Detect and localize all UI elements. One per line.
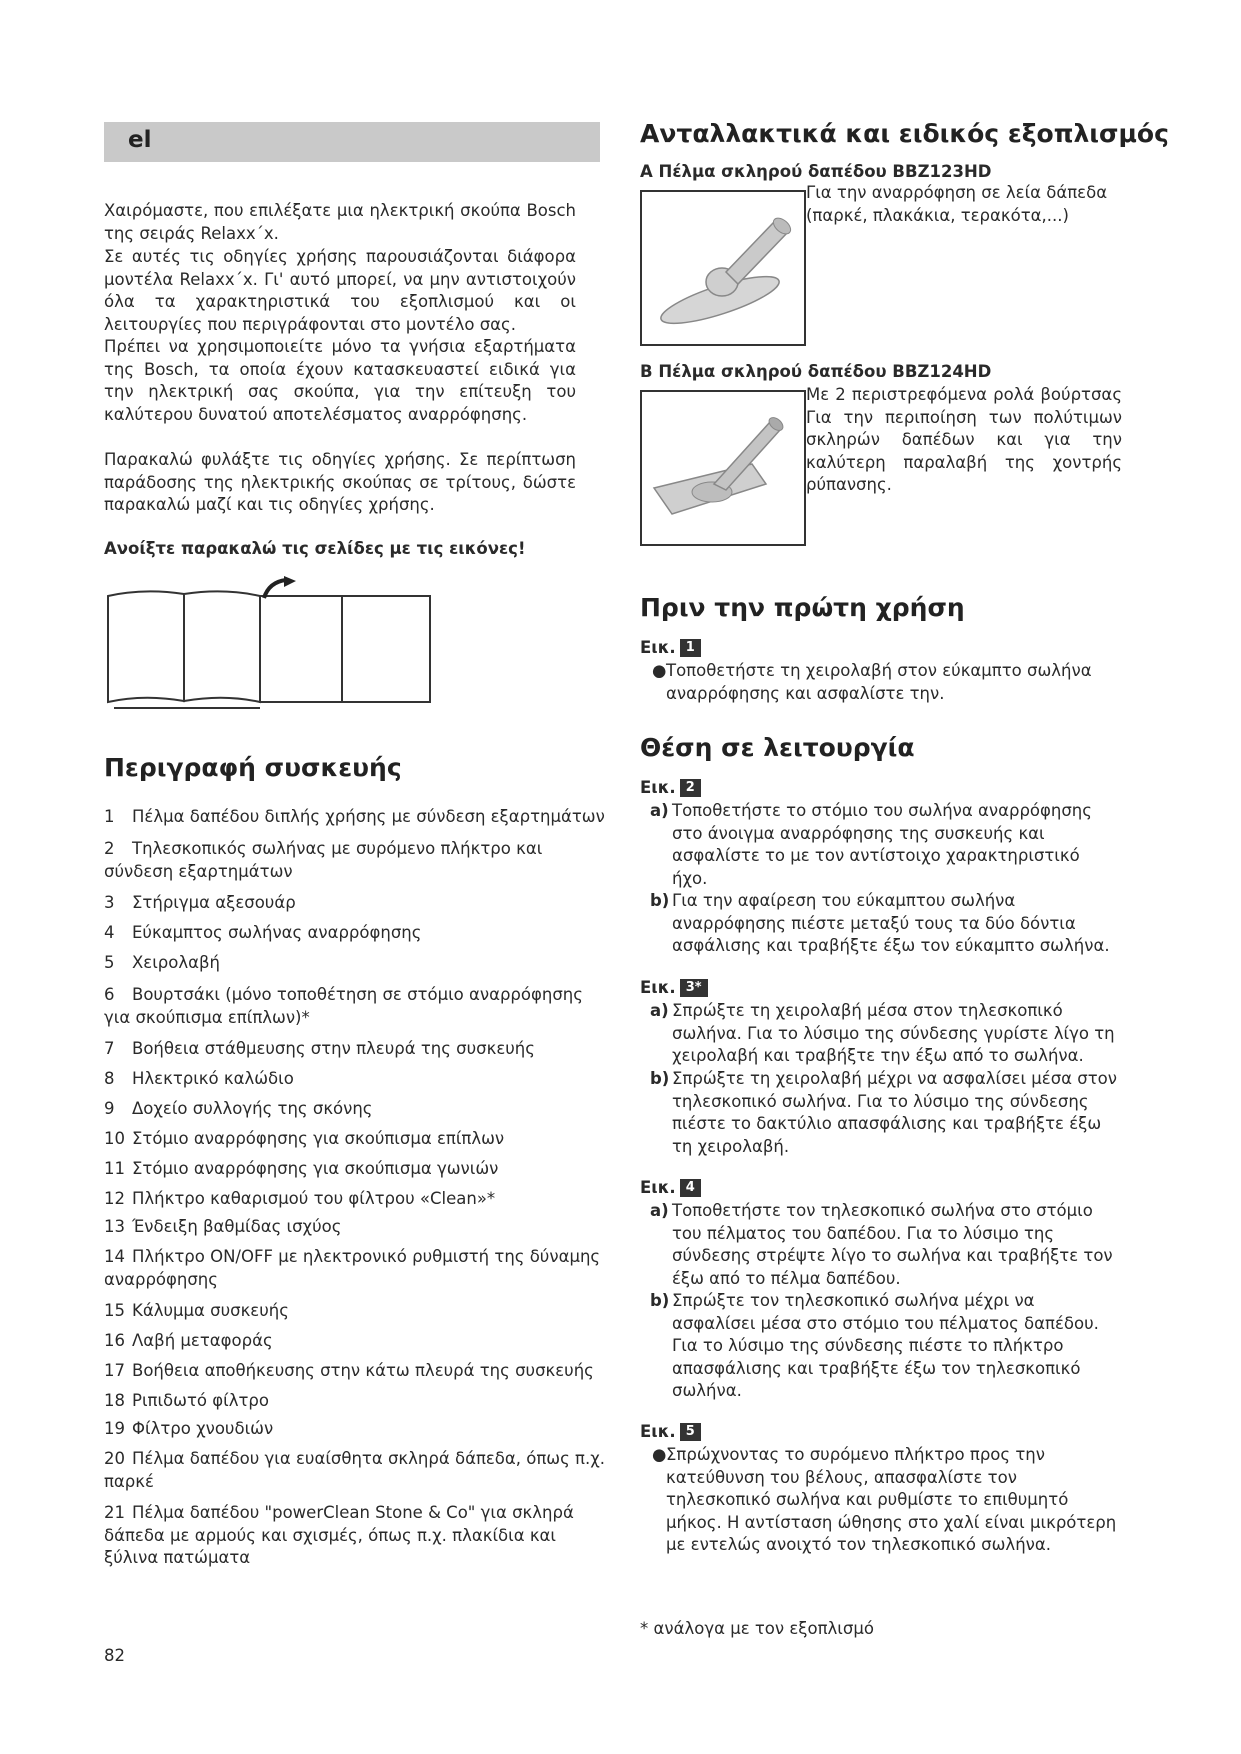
language-bar (104, 122, 600, 162)
item-text: Βοήθεια στάθμευσης στην πλευρά της συσκευής (132, 1039, 535, 1058)
item-text: Εύκαμπτος σωλήνας αναρρόφησης (132, 923, 422, 942)
fig-3-badge: 3* (680, 979, 708, 997)
item-text: Στόμιο αναρρόφησης για σκούπισμα επίπλων (132, 1129, 505, 1148)
item-number: 20 (104, 1449, 125, 1468)
intro-paragraph-3: Πρέπει να χρησιμοποιείτε μόνο τα γνήσια εξαρτήματα της Bosch, τα οποία έχουν κατασκευαστεί ειδικά για την ηλεκτρική σας σκούπα, για την επίτευξη του καλύτερου δυνατού αποτελέσματος αναρρόφησης. (104, 337, 576, 424)
description-item-11 (104, 1158, 614, 1181)
operation-title: Θέση σε λειτουργία (640, 733, 915, 762)
fig-3-step-a (650, 1000, 1120, 1068)
spare-b-text: Με 2 περιστρεφόμενα ρολά βούρτσας Για την περιποίηση των πολύτιμων σκληρών δαπέδων και για την καλύτερη παραλαβή της χοντρής ρύπανσης. (806, 385, 1122, 494)
item-number: 18 (104, 1391, 125, 1410)
fig-2-step-b (650, 890, 1120, 958)
description-item-13 (104, 1216, 614, 1239)
item-number: 3 (104, 893, 115, 912)
first-use-text: Τοποθετήστε τη χειρολαβή στον εύκαμπτο σωλήνα αναρρόφησης και ασφαλίστε την. (666, 661, 1092, 703)
fig-4-a-text: Τοποθετήστε τον τηλεσκοπικό σωλήνα στο στόμιο του πέλματος του δαπέδου. Για το λύσιμο της σύνδεσης στρέψτε λίγο το σωλήνα και τραβήξτε τον έξω από το πέλμα δαπέδου. (672, 1201, 1113, 1288)
item-number: 19 (104, 1419, 125, 1438)
item-number: 15 (104, 1301, 125, 1320)
item-number: 4 (104, 923, 115, 942)
language-code: el (128, 127, 152, 153)
spare-a-title: A Πέλμα σκληρού δαπέδου BBZ123HD (640, 162, 992, 181)
fig-2-a-text: Τοποθετήστε το στόμιο του σωλήνα αναρρόφησης στο άνοιγμα αναρρόφησης της συσκευής και ασφαλίστε το με τον αντίστοιχο χαρακτηριστικό ήχο. (672, 801, 1092, 888)
item-number: 1 (104, 807, 115, 826)
item-text: Ριπιδωτό φίλτρο (132, 1391, 269, 1410)
fig-2-label (640, 778, 701, 797)
description-item-2 (104, 838, 614, 883)
fig-4-b-text: Σπρώξτε τον τηλεσκοπικό σωλήνα μέχρι να ασφαλίσει μέσα στο στόμιο του πέλματος δαπέδου. Για το λύσιμο της σύνδεσης πιέστε το πλήκτρο απασφάλισης και τραβήξτε έξω τον τηλεσκοπικό σωλήνα. (672, 1291, 1099, 1400)
fig-4-badge: 4 (680, 1179, 701, 1197)
description-item-7 (104, 1038, 614, 1061)
fig-3-b-text: Σπρώξτε τη χειρολαβή μέχρι να ασφαλίσει μέσα στον τηλεσκοπικό σωλήνα. Για το λύσιμο της σύνδεσης πιέστε το δακτύλιο απασφάλισης και τραβήξτε έξω τη χειρολαβή. (672, 1069, 1117, 1156)
step-key: a) (650, 1201, 669, 1220)
description-item-14 (104, 1246, 614, 1291)
item-text: Ηλεκτρικό καλώδιο (132, 1069, 294, 1088)
item-number: 6 (104, 985, 115, 1004)
step-key: b) (650, 1291, 670, 1310)
intro-paragraph-1: Χαιρόμαστε, που επιλέξατε μια ηλεκτρική σκούπα Bosch της σειράς Relaxx΄x. (104, 201, 576, 243)
description-item-5 (104, 952, 614, 975)
fig-2-step-a (650, 800, 1120, 890)
item-number: 9 (104, 1099, 115, 1118)
fig-5-step (650, 1444, 1120, 1557)
item-number: 8 (104, 1069, 115, 1088)
fig-1-badge: 1 (680, 639, 701, 657)
fig-label-text: Εικ. (640, 778, 676, 797)
fig-2-badge: 2 (680, 779, 701, 797)
item-number: 11 (104, 1159, 125, 1178)
item-number: 10 (104, 1129, 125, 1148)
item-text: Βοήθεια αποθήκευσης στην κάτω πλευρά της συσκευής (132, 1361, 594, 1380)
first-use-title: Πριν την πρώτη χρήση (640, 593, 965, 622)
item-number: 21 (104, 1503, 125, 1522)
fig-2-b-text: Για την αφαίρεση του εύκαμπτου σωλήνα αναρρόφησης πιέστε μεταξύ τους τα δύο δόντια ασφάλισης και τραβήξτε έξω τον εύκαμπτο σωλήνα. (672, 891, 1110, 955)
item-text: Κάλυμμα συσκευής (132, 1301, 289, 1320)
item-text: Δοχείο συλλογής της σκόνης (132, 1099, 373, 1118)
item-text: Τηλεσκοπικός σωλήνας με συρόμενο πλήκτρο και σύνδεση εξαρτημάτων (104, 839, 543, 881)
floor-nozzle-icon (642, 192, 804, 344)
fig-3-a-text: Σπρώξτε τη χειρολαβή μέσα στον τηλεσκοπικό σωλήνα. Για το λύσιμο της σύνδεσης γυρίστε λίγο τη χειρολαβή και τραβήξτε την έξω από το σωλήνα. (672, 1001, 1115, 1065)
item-text: Πέλμα δαπέδου διπλής χρήσης με σύνδεση εξαρτημάτων (132, 807, 605, 826)
step-key: a) (650, 1001, 669, 1020)
fig-4-step-b (650, 1290, 1120, 1403)
intro-paragraph-2: Σε αυτές τις οδηγίες χρήσης παρουσιάζονται διάφορα μοντέλα Relaxx΄x. Γι' αυτό μπορεί, να μην αντιστοιχούν όλα τα χαρακτηριστικά του εξοπλισμού και οι λειτουργίες που περιγράφονται στο μοντέλο σας. (104, 247, 576, 334)
fig-3-label (640, 978, 708, 997)
item-text: Ένδειξη βαθμίδας ισχύος (132, 1217, 342, 1236)
item-text: Στήριγμα αξεσουάρ (132, 893, 296, 912)
item-text: Πέλμα δαπέδου "powerClean Stone & Co" για σκληρά δάπεδα με αρμούς και σχισμές, όπως π.χ. πλακίδια και ξύλινα πατώματα (104, 1503, 574, 1567)
description-item-20 (104, 1448, 614, 1493)
description-title: Περιγραφή συσκευής (104, 753, 402, 782)
step-key: a) (650, 801, 669, 820)
step-key: b) (650, 891, 670, 910)
description-item-9 (104, 1098, 614, 1121)
item-text: Βουρτσάκι (μόνο τοποθέτηση σε στόμιο αναρρόφησης για σκούπισμα επίπλων)* (104, 985, 583, 1027)
footnote: * ανάλογα με τον εξοπλισμό (640, 1619, 874, 1638)
item-text: Πέλμα δαπέδου για ευαίσθητα σκληρά δάπεδα, όπως π.χ. παρκέ (104, 1449, 605, 1491)
description-item-6 (104, 984, 614, 1029)
item-number: 2 (104, 839, 115, 858)
fig-5-label (640, 1422, 701, 1441)
description-item-1 (104, 806, 614, 829)
hard-floor-nozzle-icon (642, 392, 804, 544)
spare-a-text: Για την αναρρόφηση σε λεία δάπεδα (παρκέ, πλακάκια, τερακότα,...) (806, 183, 1108, 225)
fig-5-badge: 5 (680, 1423, 701, 1441)
item-text: Στόμιο αναρρόφησης για σκούπισμα γωνιών (132, 1159, 499, 1178)
description-item-12 (104, 1188, 614, 1211)
description-item-19 (104, 1418, 614, 1441)
bullet: ● (652, 1445, 667, 1464)
item-number: 17 (104, 1361, 125, 1380)
description-item-17 (104, 1360, 614, 1383)
item-number: 5 (104, 953, 115, 972)
item-text: Λαβή μεταφοράς (132, 1331, 273, 1350)
fig-1-label (640, 638, 701, 657)
description-item-3 (104, 892, 614, 915)
description-item-8 (104, 1068, 614, 1091)
item-text: Φίλτρο χνουδιών (132, 1419, 274, 1438)
fig-4-step-a (650, 1200, 1120, 1290)
fig-label-text: Εικ. (640, 638, 676, 657)
fig-label-text: Εικ. (640, 1178, 676, 1197)
item-number: 13 (104, 1217, 125, 1236)
description-item-4 (104, 922, 614, 945)
description-item-21 (104, 1502, 614, 1570)
spare-b-image (640, 390, 806, 546)
page-number: 82 (104, 1646, 125, 1665)
item-number: 14 (104, 1247, 125, 1266)
item-number: 7 (104, 1039, 115, 1058)
fig-4-label (640, 1178, 701, 1197)
intro-paragraph-4: Παρακαλώ φυλάξτε τις οδηγίες χρήσης. Σε περίπτωση παράδοσης της ηλεκτρικής σκούπας σε τρίτους, δώστε παρακαλώ μαζί και τις οδηγίες χρήσης. (104, 450, 576, 514)
step-key: b) (650, 1069, 670, 1088)
intro-open-pages-note: Ανοίξτε παρακαλώ τις σελίδες με τις εικόνες! (104, 539, 526, 558)
bullet: ● (652, 661, 667, 680)
spare-b-title: B Πέλμα σκληρού δαπέδου BBZ124HD (640, 362, 992, 381)
item-text: Πλήκτρο καθαρισμού του φίλτρου «Clean»* (132, 1189, 496, 1208)
item-number: 16 (104, 1331, 125, 1350)
item-number: 12 (104, 1189, 125, 1208)
spares-title: Ανταλλακτικά και ειδικός εξοπλισμός (640, 119, 1169, 148)
item-text: Χειρολαβή (132, 953, 221, 972)
fig-5-text: Σπρώχνοντας το συρόμενο πλήκτρο προς την κατεύθυνση του βέλους, απασφαλίστε τον τηλεσκοπικό σωλήνα και ρυθμίστε το επιθυμητό μήκος. Η αντίσταση ώθησης στο χαλί είναι μικρότερη με εντελώς ανοιχτό τον τηλεσκοπικό σωλήνα. (666, 1445, 1117, 1554)
spare-a-image (640, 190, 806, 346)
description-item-10 (104, 1128, 614, 1151)
description-item-16 (104, 1330, 614, 1353)
item-text: Πλήκτρο ON/OFF με ηλεκτρονικό ρυθμιστή της δύναμης αναρρόφησης (104, 1247, 601, 1289)
first-use-step (650, 660, 1120, 705)
fold-out-pages-illustration (104, 576, 434, 716)
fig-label-text: Εικ. (640, 978, 676, 997)
fig-label-text: Εικ. (640, 1422, 676, 1441)
fig-3-step-b (650, 1068, 1120, 1158)
description-item-18 (104, 1390, 614, 1413)
description-item-15 (104, 1300, 614, 1323)
